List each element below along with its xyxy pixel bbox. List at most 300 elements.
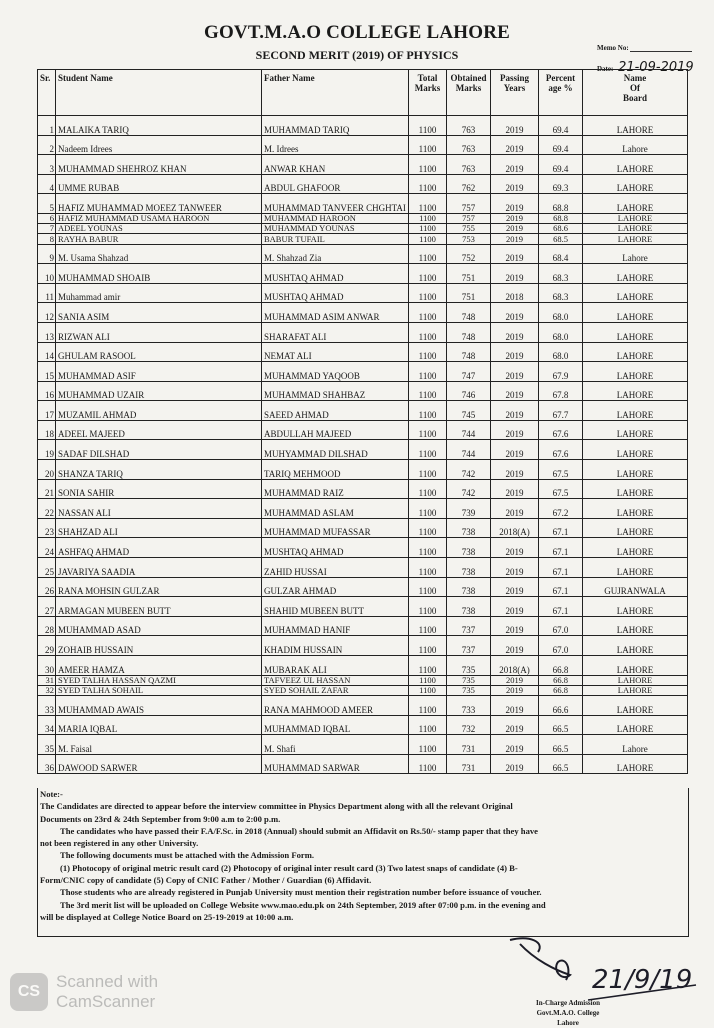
table-row	[38, 234, 688, 244]
board-name: LAHORE	[583, 518, 688, 538]
student-sr-number: 31	[38, 675, 56, 685]
passing-year: 2019	[491, 577, 539, 597]
memo-blank-line	[630, 44, 692, 52]
student-name: RAYHA BABUR	[56, 234, 262, 244]
total-marks: 1100	[409, 303, 447, 323]
father-name: M. Shahzad Zia	[262, 244, 409, 264]
student-name: ADEEL MAJEED	[56, 420, 262, 440]
obtained-marks: 739	[447, 499, 491, 519]
table-row	[38, 440, 688, 460]
table-row	[38, 381, 688, 401]
board-name: LAHORE	[583, 322, 688, 342]
student-name: MARIA IQBAL	[56, 715, 262, 735]
table-row	[38, 194, 688, 214]
father-name: NEMAT ALI	[262, 342, 409, 362]
father-name: MUHAMMAD ASIM ANWAR	[262, 303, 409, 323]
passing-year: 2019	[491, 538, 539, 558]
merit-list-subtitle: SECOND MERIT (2019) OF PHYSICS	[255, 48, 459, 62]
table-row	[38, 577, 688, 597]
father-name: MUSHTAQ AHMAD	[262, 264, 409, 284]
total-marks: 1100	[409, 518, 447, 538]
note-line-2: Documents on 23rd & 24th September from 9:00 a.m to 2:00 p.m.	[40, 813, 281, 824]
passing-year: 2019	[491, 499, 539, 519]
obtained-marks: 738	[447, 518, 491, 538]
father-name: MUHAMMAD MUFASSAR	[262, 518, 409, 538]
percentage: 67.0	[539, 616, 583, 636]
passing-year: 2019	[491, 597, 539, 617]
student-sr-number: 13	[38, 322, 56, 342]
table-row	[38, 735, 688, 755]
percentage: 69.4	[539, 116, 583, 136]
obtained-marks: 753	[447, 234, 491, 244]
passing-year: 2019	[491, 116, 539, 136]
passing-year: 2019	[491, 460, 539, 480]
student-sr-number: 1	[38, 116, 56, 136]
student-name: MUZAMIL AHMAD	[56, 401, 262, 421]
obtained-marks: 735	[447, 656, 491, 676]
table-row	[38, 499, 688, 519]
percentage: 68.6	[539, 224, 583, 234]
signatory-college: Govt.M.A.O. College	[536, 1009, 600, 1017]
student-name: RANA MOHSIN GULZAR	[56, 577, 262, 597]
passing-year: 2019	[491, 234, 539, 244]
obtained-marks: 751	[447, 264, 491, 284]
board-name: Lahore	[583, 244, 688, 264]
percentage: 68.0	[539, 303, 583, 323]
note-line-6: (1) Photocopy of original metric result card (2) Photocopy of original inter result card (3) Two latest snaps of candidate (4) B-	[60, 862, 518, 873]
signatory-title: In-Charge Admission	[536, 999, 600, 1007]
header-total-line2: Marks	[414, 83, 441, 93]
student-name: ASHFAQ AHMAD	[56, 538, 262, 558]
college-title: GOVT.M.A.O COLLEGE LAHORE	[203, 22, 511, 43]
obtained-marks: 763	[447, 135, 491, 155]
student-sr-number: 19	[38, 440, 56, 460]
student-sr-number: 26	[38, 577, 56, 597]
student-sr-number: 25	[38, 558, 56, 578]
father-name: MUSHTAQ AHMAD	[262, 283, 409, 303]
student-sr-number: 24	[38, 538, 56, 558]
father-name: RANA MAHMOOD AMEER	[262, 695, 409, 715]
student-sr-number: 8	[38, 234, 56, 244]
board-name: GUJRANWALA	[583, 577, 688, 597]
header-passing-line2: Years	[503, 83, 526, 93]
obtained-marks: 744	[447, 420, 491, 440]
board-name: LAHORE	[583, 234, 688, 244]
board-name: LAHORE	[583, 558, 688, 578]
note-line-7: Form/CNIC copy of candidate (5) Copy of CNIC Father / Mother / Guardian (6) Affidavit.	[40, 875, 372, 886]
note-line-10: will be displayed at College Notice Board on 25-19-2019 at 10:00 a.m.	[40, 911, 294, 922]
percentage: 67.1	[539, 538, 583, 558]
watermark-line-2: CamScanner	[56, 992, 156, 1011]
total-marks: 1100	[409, 460, 447, 480]
student-name: SYED TALHA SOHAIL	[56, 685, 262, 695]
total-marks: 1100	[409, 322, 447, 342]
board-name: LAHORE	[583, 479, 688, 499]
student-name: MUHAMMAD ASAD	[56, 616, 262, 636]
father-name: MUHAMMAD YAQOOB	[262, 362, 409, 382]
notes-heading: Note:-	[40, 789, 63, 799]
header-passing-years	[491, 70, 539, 116]
student-name: GHULAM RASOOL	[56, 342, 262, 362]
student-name: JAVARIYA SAADIA	[56, 558, 262, 578]
board-name: Lahore	[583, 735, 688, 755]
percentage: 66.8	[539, 675, 583, 685]
obtained-marks: 742	[447, 460, 491, 480]
total-marks: 1100	[409, 558, 447, 578]
header-passing-line1: Passing	[499, 73, 529, 83]
table-row	[38, 636, 688, 656]
student-sr-number: 33	[38, 695, 56, 715]
passing-year: 2019	[491, 224, 539, 234]
passing-year: 2018(A)	[491, 656, 539, 676]
total-marks: 1100	[409, 636, 447, 656]
total-marks: 1100	[409, 362, 447, 382]
header-obtained-line1: Obtained	[450, 73, 487, 83]
student-name: DAWOOD SARWER	[56, 754, 262, 774]
total-marks: 1100	[409, 616, 447, 636]
obtained-marks: 733	[447, 695, 491, 715]
table-row	[38, 538, 688, 558]
father-name: ABDULLAH MAJEED	[262, 420, 409, 440]
student-sr-number: 29	[38, 636, 56, 656]
student-sr-number: 6	[38, 213, 56, 223]
table-row	[38, 213, 688, 223]
total-marks: 1100	[409, 695, 447, 715]
obtained-marks: 745	[447, 401, 491, 421]
board-name: LAHORE	[583, 342, 688, 362]
obtained-marks: 757	[447, 194, 491, 214]
student-sr-number: 14	[38, 342, 56, 362]
total-marks: 1100	[409, 675, 447, 685]
father-name: M. Idrees	[262, 135, 409, 155]
signature-date: 21/9/19	[592, 965, 693, 995]
obtained-marks: 735	[447, 685, 491, 695]
father-name: ZAHID HUSSAI	[262, 558, 409, 578]
obtained-marks: 731	[447, 754, 491, 774]
header-percent-line2: age %	[548, 83, 573, 93]
percentage: 68.5	[539, 234, 583, 244]
obtained-marks: 738	[447, 577, 491, 597]
father-name: MUBARAK ALI	[262, 656, 409, 676]
student-name: MUHAMMAD SHOAIB	[56, 264, 262, 284]
table-row	[38, 420, 688, 440]
father-name: MUHAMMAD TARIQ	[262, 116, 409, 136]
total-marks: 1100	[409, 656, 447, 676]
obtained-marks: 748	[447, 303, 491, 323]
passing-year: 2019	[491, 135, 539, 155]
total-marks: 1100	[409, 283, 447, 303]
student-sr-number: 4	[38, 174, 56, 194]
percentage: 67.5	[539, 460, 583, 480]
merit-table	[37, 69, 688, 774]
total-marks: 1100	[409, 116, 447, 136]
father-name: MUHAMMAD HANIF	[262, 616, 409, 636]
table-row	[38, 362, 688, 382]
percentage: 67.2	[539, 499, 583, 519]
camscanner-watermark	[10, 972, 158, 1012]
percentage: 67.0	[539, 636, 583, 656]
obtained-marks: 738	[447, 558, 491, 578]
student-name: M. Usama Shahzad	[56, 244, 262, 264]
total-marks: 1100	[409, 499, 447, 519]
student-name: RIZWAN ALI	[56, 322, 262, 342]
table-row	[38, 754, 688, 774]
note-line-1: The Candidates are directed to appear before the interview committee in Physics Department along with all the relevant Original	[40, 801, 513, 812]
watermark-text	[56, 972, 158, 1012]
student-sr-number: 9	[38, 244, 56, 264]
board-name: LAHORE	[583, 401, 688, 421]
passing-year: 2019	[491, 695, 539, 715]
student-name: MALAIKA TARIQ	[56, 116, 262, 136]
student-name: HAFIZ MUHAMMAD MOEEZ TANWEER	[56, 194, 262, 214]
passing-year: 2019	[491, 685, 539, 695]
total-marks: 1100	[409, 479, 447, 499]
father-name: MUHAMMAD TANVEER CHGHTAI	[262, 194, 409, 214]
note-line-3: The candidates who have passed their F.A/F.Sc. in 2018 (Annual) should submit an Affidavit on Rs.50/- stamp paper that they have	[60, 825, 538, 836]
obtained-marks: 763	[447, 116, 491, 136]
table-row	[38, 116, 688, 136]
father-name: M. Shafi	[262, 735, 409, 755]
board-name: LAHORE	[583, 116, 688, 136]
student-sr-number: 32	[38, 685, 56, 695]
table-row	[38, 656, 688, 676]
board-name: LAHORE	[583, 213, 688, 223]
student-name: Muhammad amir	[56, 283, 262, 303]
table-row	[38, 518, 688, 538]
board-name: LAHORE	[583, 283, 688, 303]
board-name: LAHORE	[583, 685, 688, 695]
student-name: ZOHAIB HUSSAIN	[56, 636, 262, 656]
header-total-marks	[409, 70, 447, 116]
table-row	[38, 460, 688, 480]
table-row	[38, 155, 688, 175]
total-marks: 1100	[409, 577, 447, 597]
passing-year: 2019	[491, 381, 539, 401]
percentage: 68.4	[539, 244, 583, 264]
percentage: 67.1	[539, 577, 583, 597]
student-sr-number: 11	[38, 283, 56, 303]
student-sr-number: 16	[38, 381, 56, 401]
percentage: 69.3	[539, 174, 583, 194]
father-name: KHADIM HUSSAIN	[262, 636, 409, 656]
passing-year: 2019	[491, 342, 539, 362]
camscanner-logo-icon: CS	[10, 973, 48, 1011]
father-name: GULZAR AHMAD	[262, 577, 409, 597]
passing-year: 2019	[491, 303, 539, 323]
student-name: SADAF DILSHAD	[56, 440, 262, 460]
father-name: MUHAMMAD HAROON	[262, 213, 409, 223]
total-marks: 1100	[409, 381, 447, 401]
board-name: LAHORE	[583, 194, 688, 214]
date-value: 21-09-2019	[618, 60, 694, 75]
table-row	[38, 558, 688, 578]
memo-label: Memo No:	[597, 44, 629, 52]
total-marks: 1100	[409, 715, 447, 735]
percentage: 67.1	[539, 518, 583, 538]
board-name: LAHORE	[583, 597, 688, 617]
father-name: MUHYAMMAD DILSHAD	[262, 440, 409, 460]
student-name: ARMAGAN MUBEEN BUTT	[56, 597, 262, 617]
father-name: TARIQ MEHMOOD	[262, 460, 409, 480]
passing-year: 2019	[491, 440, 539, 460]
father-name: MUHAMMAD ASLAM	[262, 499, 409, 519]
header-total-line1: Total	[417, 73, 438, 83]
student-sr-number: 17	[38, 401, 56, 421]
student-name: M. Faisal	[56, 735, 262, 755]
father-name: BABUR TUFAIL	[262, 234, 409, 244]
percentage: 67.1	[539, 558, 583, 578]
board-name: Lahore	[583, 135, 688, 155]
student-name: MUHAMMAD AWAIS	[56, 695, 262, 715]
passing-year: 2019	[491, 155, 539, 175]
memo-number	[597, 44, 692, 52]
board-name: LAHORE	[583, 420, 688, 440]
student-name: MUHAMMAD UZAIR	[56, 381, 262, 401]
header-board-name	[583, 70, 688, 116]
father-name: SAEED AHMAD	[262, 401, 409, 421]
student-name: MUHAMMAD ASIF	[56, 362, 262, 382]
table-row	[38, 322, 688, 342]
passing-year: 2019	[491, 174, 539, 194]
total-marks: 1100	[409, 213, 447, 223]
percentage: 67.8	[539, 381, 583, 401]
obtained-marks: 755	[447, 224, 491, 234]
table-row	[38, 685, 688, 695]
student-name: UMME RUBAB	[56, 174, 262, 194]
percentage: 66.6	[539, 695, 583, 715]
father-name: TAFVEEZ UL HASSAN	[262, 675, 409, 685]
passing-year: 2019	[491, 194, 539, 214]
student-name: SONIA SAHIR	[56, 479, 262, 499]
percentage: 68.0	[539, 322, 583, 342]
obtained-marks: 744	[447, 440, 491, 460]
total-marks: 1100	[409, 440, 447, 460]
student-sr-number: 35	[38, 735, 56, 755]
board-name: LAHORE	[583, 381, 688, 401]
obtained-marks: 731	[447, 735, 491, 755]
passing-year: 2019	[491, 322, 539, 342]
total-marks: 1100	[409, 135, 447, 155]
header-percent-line1: Percent	[545, 73, 576, 83]
percentage: 69.4	[539, 135, 583, 155]
table-row	[38, 675, 688, 685]
student-sr-number: 20	[38, 460, 56, 480]
table-row	[38, 695, 688, 715]
total-marks: 1100	[409, 754, 447, 774]
percentage: 66.5	[539, 735, 583, 755]
table-row	[38, 264, 688, 284]
note-line-8: Those students who are already registered in Punjab University must mention their registration number before issuance of voucher.	[60, 887, 542, 898]
student-sr-number: 7	[38, 224, 56, 234]
passing-year: 2019	[491, 735, 539, 755]
student-name: ADEEL YOUNAS	[56, 224, 262, 234]
board-name: LAHORE	[583, 616, 688, 636]
header-obtained-line2: Marks	[455, 83, 482, 93]
total-marks: 1100	[409, 234, 447, 244]
table-row	[38, 715, 688, 735]
board-name: LAHORE	[583, 460, 688, 480]
student-sr-number: 2	[38, 135, 56, 155]
obtained-marks: 737	[447, 636, 491, 656]
total-marks: 1100	[409, 597, 447, 617]
passing-year: 2019	[491, 244, 539, 264]
father-name: MUHAMMAD SARWAR	[262, 754, 409, 774]
table-row	[38, 342, 688, 362]
percentage: 67.9	[539, 362, 583, 382]
percentage: 67.5	[539, 479, 583, 499]
father-name: ABDUL GHAFOOR	[262, 174, 409, 194]
passing-year: 2019	[491, 715, 539, 735]
passing-year: 2019	[491, 264, 539, 284]
student-sr-number: 3	[38, 155, 56, 175]
student-name: SANIA ASIM	[56, 303, 262, 323]
table-row	[38, 174, 688, 194]
student-sr-number: 36	[38, 754, 56, 774]
board-name: LAHORE	[583, 155, 688, 175]
board-name: LAHORE	[583, 538, 688, 558]
board-name: LAHORE	[583, 636, 688, 656]
father-name: MUHAMMAD RAIZ	[262, 479, 409, 499]
board-name: LAHORE	[583, 440, 688, 460]
student-name: SHANZA TARIQ	[56, 460, 262, 480]
student-name: SYED TALHA HASSAN QAZMI	[56, 675, 262, 685]
table-row	[38, 303, 688, 323]
father-name: MUHAMMAD IQBAL	[262, 715, 409, 735]
student-sr-number: 15	[38, 362, 56, 382]
passing-year: 2019	[491, 616, 539, 636]
father-name: SHARAFAT ALI	[262, 322, 409, 342]
father-name: MUHAMMAD YOUNAS	[262, 224, 409, 234]
obtained-marks: 748	[447, 342, 491, 362]
percentage: 68.3	[539, 283, 583, 303]
board-name: LAHORE	[583, 499, 688, 519]
total-marks: 1100	[409, 224, 447, 234]
table-row	[38, 244, 688, 264]
obtained-marks: 748	[447, 322, 491, 342]
passing-year: 2019	[491, 420, 539, 440]
student-sr-number: 10	[38, 264, 56, 284]
percentage: 68.8	[539, 213, 583, 223]
passing-year: 2019	[491, 754, 539, 774]
percentage: 67.6	[539, 440, 583, 460]
header-sr: Sr.	[38, 70, 56, 116]
total-marks: 1100	[409, 264, 447, 284]
board-name: LAHORE	[583, 224, 688, 234]
passing-year: 2019	[491, 213, 539, 223]
table-row	[38, 597, 688, 617]
student-sr-number: 18	[38, 420, 56, 440]
date-label: Date:	[597, 65, 614, 73]
obtained-marks: 747	[447, 362, 491, 382]
student-sr-number: 22	[38, 499, 56, 519]
student-name: MUHAMMAD SHEHROZ KHAN	[56, 155, 262, 175]
student-name: SHAHZAD ALI	[56, 518, 262, 538]
board-name: LAHORE	[583, 695, 688, 715]
passing-year: 2018(A)	[491, 518, 539, 538]
passing-year: 2018	[491, 283, 539, 303]
percentage: 66.5	[539, 754, 583, 774]
obtained-marks: 763	[447, 155, 491, 175]
total-marks: 1100	[409, 420, 447, 440]
table-row	[38, 224, 688, 234]
header-father-name: Father Name	[262, 70, 409, 116]
percentage: 68.0	[539, 342, 583, 362]
note-line-4: not been registered in any other University.	[40, 838, 199, 849]
total-marks: 1100	[409, 342, 447, 362]
obtained-marks: 732	[447, 715, 491, 735]
total-marks: 1100	[409, 244, 447, 264]
obtained-marks: 746	[447, 381, 491, 401]
